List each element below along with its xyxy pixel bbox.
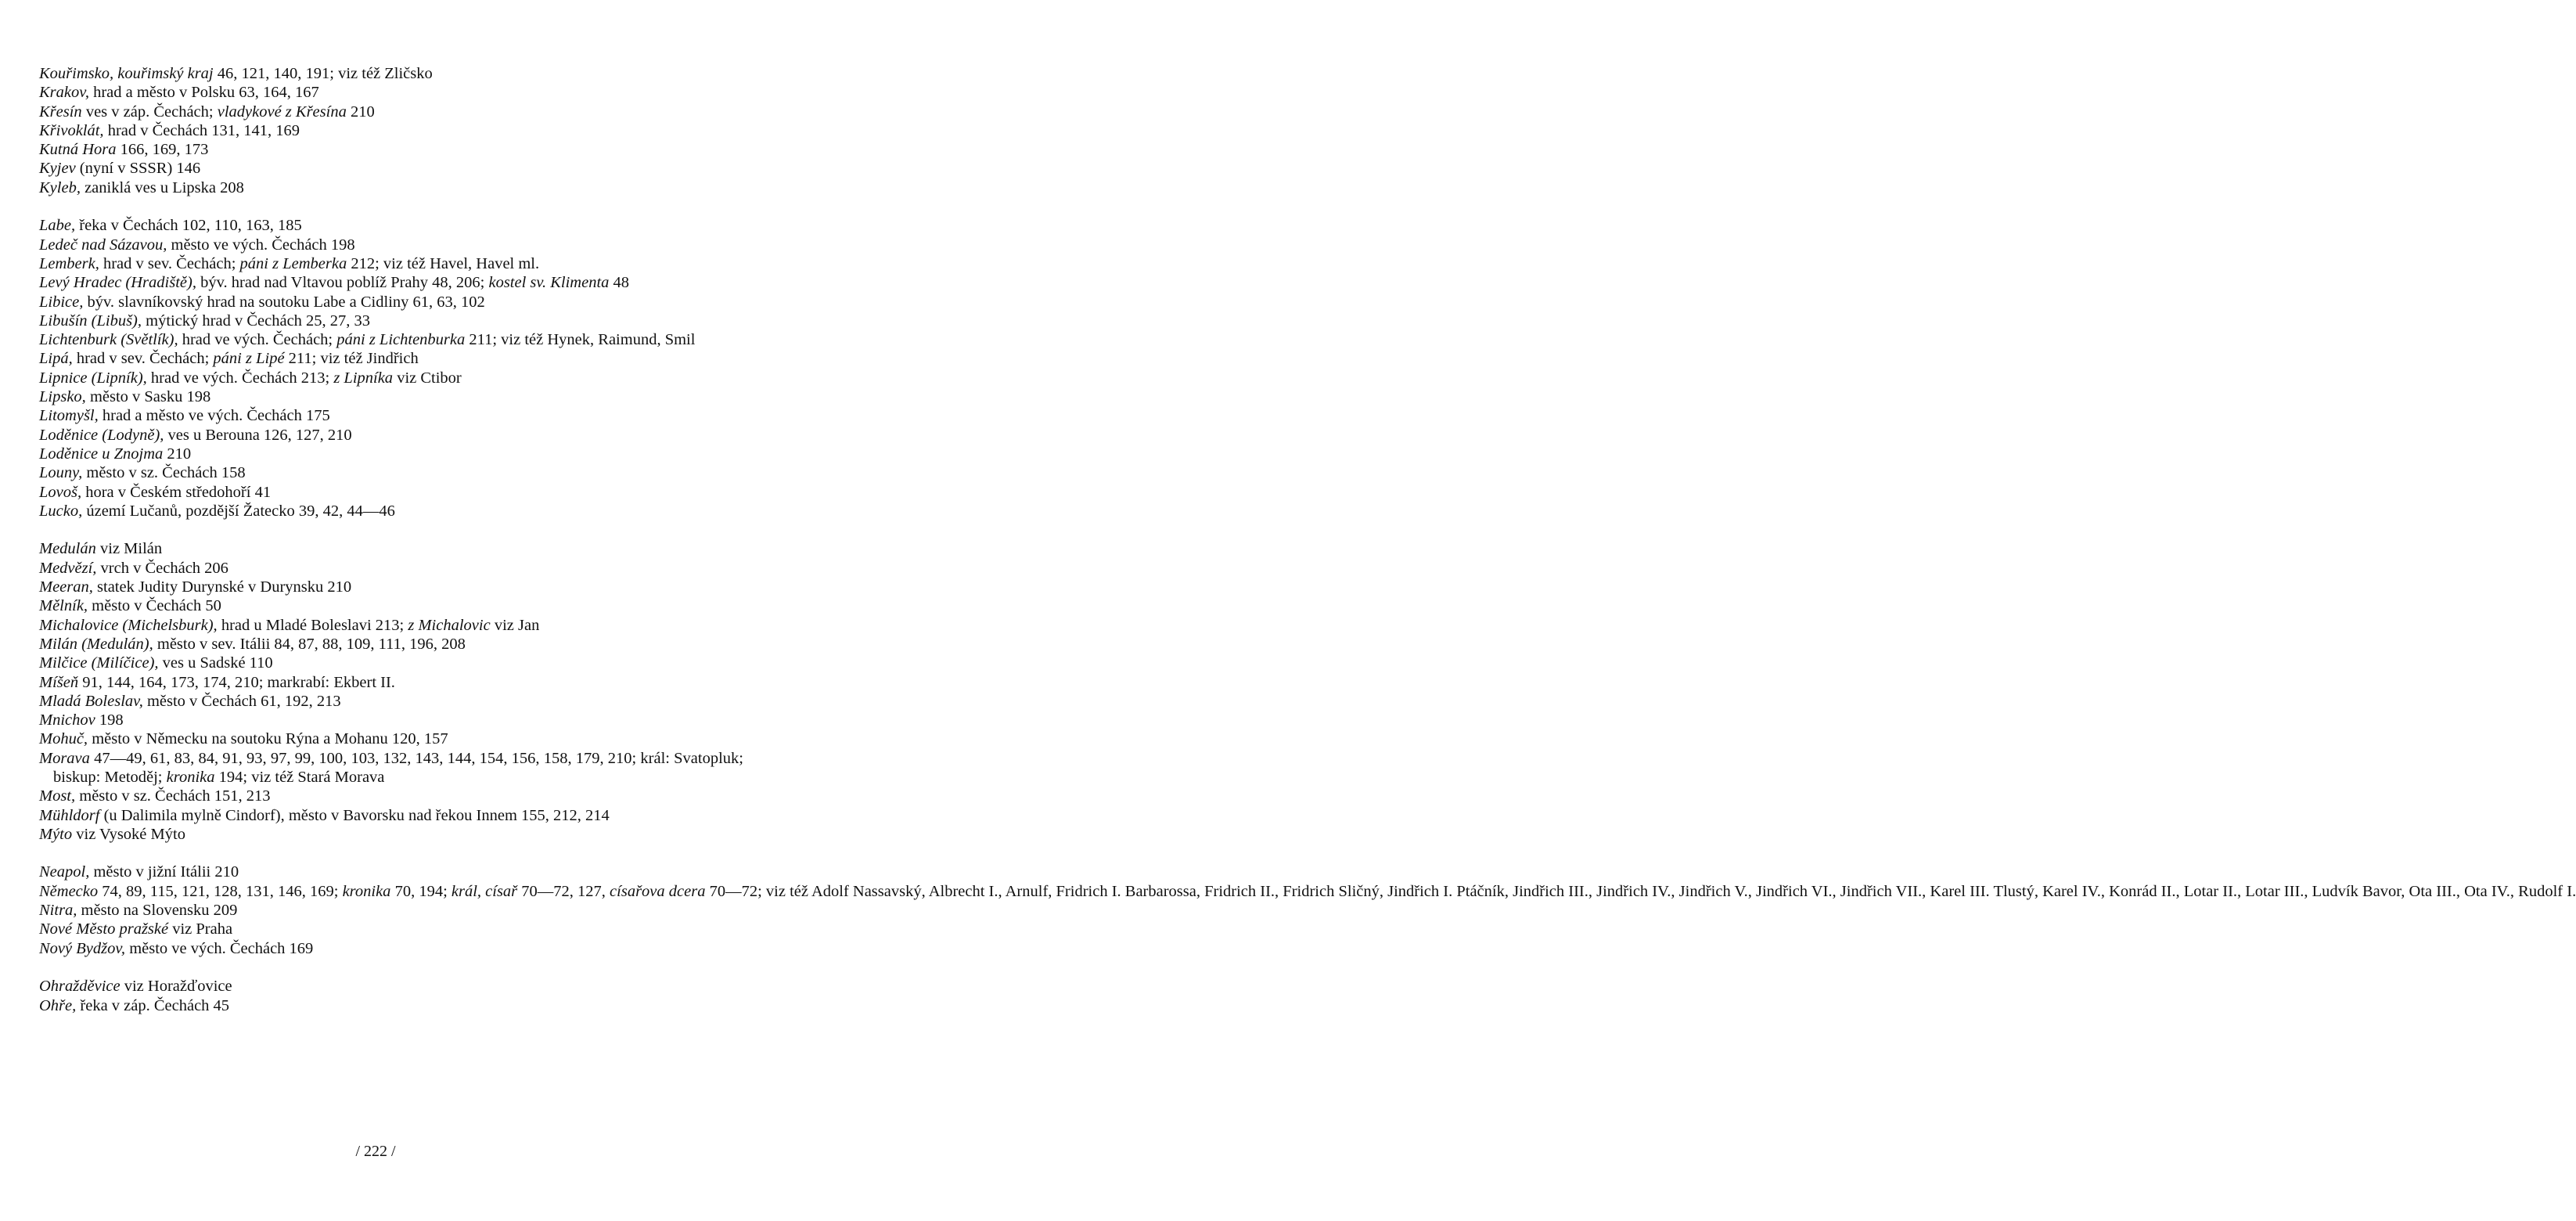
entry-term: Německo [39,882,99,900]
entry-term: Mohuč, [39,730,88,748]
index-entry [39,654,743,672]
entry-term: Krakov, [39,84,89,102]
entry-text: řeka v záp. Čechách 45 [76,996,230,1014]
entry-text: území Lučanů, pozdější Žatecko 39, 42, 44—46 [82,502,395,520]
entry-term: Ledeč nad Sázavou, [39,236,167,254]
index-entry [39,920,743,938]
entry-term: Labe, [39,217,76,235]
entry-text: 70—72, 127, [517,882,610,900]
index-entry [39,673,743,692]
entry-text: řeka v Čechách 102, 110, 163, 185 [75,217,302,235]
entry-term: Mělník, [39,597,88,615]
entry-term: Křesín [39,103,82,121]
index-entry [39,578,743,596]
entry-text: 70—72; viz též Adolf Nassavský, Albrecht I., Arnulf, Fridrich I. Barbarossa, Fridrich II., Fridrich Sličný, Jindřich I. Ptáčník, Jindřich III., Jindřich IV., Jindřich V., Jindřich VI., Jindřich VII., Karel III. Tlustý, Karel IV., Konrád II., Lotar II., Lotar III., Ludvík Bavor, Ota III., Ota IV., Rudolf I. [705,882,2576,900]
entry-text: viz Milán [95,540,163,558]
entry-term: Kyjev [39,160,76,178]
entry-text: mýtický hrad v Čechách 25, 27, 33 [142,312,371,330]
entry-term: Kutná Hora [39,141,117,159]
entry-term: Morava [39,749,90,767]
entry-text: město ve vých. Čechách 198 [167,236,355,254]
entry-text: statek Judity Durynské v Durynsku 210 [92,578,352,596]
index-entry [39,596,743,615]
entry-term: Mühldorf [39,806,100,824]
index-entry [39,445,743,463]
page-number: / 222 / [355,1143,396,1160]
index-entry [39,463,743,482]
index-entry [39,159,743,178]
entry-text: hrad v sev. Čechách; [72,350,214,368]
index-entry [39,273,743,292]
entry-text: 210 [346,103,375,121]
entry-term: Lipsko, [39,388,86,406]
entry-term: kronika [342,882,391,900]
entry-term: páni z Lemberka [239,254,347,272]
entry-term: císařova dcera [610,882,706,900]
entry-text: 198 [95,711,124,729]
entry-text: hrad ve vých. Čechách; [178,331,337,349]
entry-term: páni z Lipé [213,350,285,368]
index-entry [39,729,743,748]
entry-term: Nové Město pražské [39,920,169,938]
entry-text: město v sz. Čechách 158 [82,464,246,482]
entry-text: viz Praha [168,920,233,938]
entry-term: Křivoklát, [39,121,104,139]
index-entry [39,312,743,330]
index-entry [39,178,743,197]
entry-text: 47—49, 61, 83, 84, 91, 93, 97, 99, 100, 103, 132, 143, 144, 154, 156, 158, 179, 210; král: Svatopluk; biskup: Metoděj; [53,749,743,786]
entry-term: kronika [166,768,215,786]
index-entry [39,616,743,635]
entry-text: 70, 194; [390,882,452,900]
entry-term: páni z Lichtenburka [336,331,466,349]
entry-text: město v Německu na soutoku Rýna a Mohanu 120, 157 [88,730,448,748]
entry-term: Meeran, [39,578,93,596]
index-entry [39,559,743,578]
entry-text: viz Ctibor [393,369,462,387]
entry-text: 211; viz též Hynek, Raimund, Smil [465,331,696,349]
entry-text: ves u Sadské 110 [158,654,273,672]
entry-term: vladykové z Křesína [217,103,347,121]
entry-term: Lichtenburk (Světlík), [39,331,178,349]
entry-term: Libice, [39,293,84,311]
entry-text: město v sz. Čechách 151, 213 [75,787,271,805]
index-entry [39,635,743,654]
index-entry [39,140,743,159]
entry-text: hrad v sev. Čechách; [99,254,240,272]
entry-term: Kyleb, [39,178,81,196]
index-entry [39,483,743,502]
entry-text: býv. hrad nad Vltavou poblíž Prahy 48, 206; [196,274,489,292]
entry-text: hrad a město ve vých. Čechách 175 [98,407,330,425]
index-entry [39,863,743,881]
index-entry [39,236,743,254]
entry-term: Lemberk, [39,254,99,272]
entry-term: Litomyšl, [39,407,99,425]
entry-text: viz Horažďovice [120,978,232,996]
entry-text: vrch v Čechách 206 [96,559,228,577]
entry-text: ves u Berouna 126, 127, 210 [164,426,352,444]
index-entry [39,539,743,558]
index-entry [39,806,743,825]
entry-term: Medvězí, [39,559,97,577]
index-entry [39,406,743,425]
entry-term: král, císař [451,882,518,900]
entry-text: 74, 89, 115, 121, 128, 131, 146, 169; [98,882,343,900]
entry-text: býv. slavníkovský hrad na soutoku Labe a Cidliny 61, 63, 102 [83,293,485,311]
section-gap [39,844,743,863]
index-entry [39,502,743,520]
entry-text: 91, 144, 164, 173, 174, 210; markrabí: Ekbert II. [78,673,395,691]
index-entry [39,330,743,349]
entry-text: město v jižní Itálii 210 [89,863,239,881]
entry-term: Loděnice (Lodyně), [39,426,164,444]
entry-text: viz Vysoké Mýto [72,825,185,843]
entry-term: Mladá Boleslav, [39,692,143,710]
index-column [39,64,2576,1015]
index-entry [39,369,743,387]
entry-text: 194; viz též Stará Morava [214,768,385,786]
entry-term: z Michalovic [408,616,491,634]
entry-term: Milčice (Milíčice), [39,654,159,672]
index-entry [39,64,743,83]
entry-term: Ohře, [39,996,77,1014]
index-entry [39,711,743,729]
entry-term: Mnichov [39,711,95,729]
entry-term: Louny, [39,464,83,482]
entry-term: Nový Bydžov, [39,939,126,957]
entry-text: hrad a město v Polsku 63, 164, 167 [88,84,319,102]
entry-text: 166, 169, 173 [116,141,209,159]
index-entry [39,103,743,121]
section-gap [39,197,743,216]
entry-text: město v Čechách 61, 192, 213 [142,692,341,710]
entry-text: (nyní v SSSR) 146 [75,160,201,178]
index-entry [39,901,743,920]
entry-text: 46, 121, 140, 191; viz též Zličsko [213,65,433,82]
entry-text: hrad u Mladé Boleslavi 213; [217,616,408,634]
entry-term: Lipá, [39,350,73,368]
entry-text: město na Slovensku 209 [77,902,238,920]
index-entry [39,254,743,273]
entry-term: Lovoš, [39,483,82,501]
entry-term: Libušín (Libuš), [39,312,142,330]
index-entry [39,216,743,235]
entry-term: Ohražděvice [39,978,121,996]
entry-text: 212; viz též Havel, Havel ml. [347,254,540,272]
index-entry [39,749,743,787]
section-gap [39,958,743,977]
entry-text: město v Čechách 50 [88,597,221,615]
entry-text: (u Dalimila mylně Cindorf), město v Bavorsku nad řekou Innem 155, 212, 214 [99,806,610,824]
entry-term: Lipnice (Lipník), [39,369,147,387]
index-entry [39,293,743,312]
entry-text: město ve vých. Čechách 169 [125,939,314,957]
entry-term: z Lipníka [333,369,394,387]
entry-term: Nitra, [39,902,77,920]
entry-term: Loděnice u Znojma [39,445,164,463]
entry-text: 48 [609,274,630,292]
index-entry [39,996,743,1015]
entry-text: město v sev. Itálii 84, 87, 88, 109, 111, 196, 208 [153,635,466,653]
entry-text: zaniklá ves u Lipska 208 [80,178,244,196]
entry-text: 211; viz též Jindřich [284,350,419,368]
index-entry [39,349,743,368]
index-entry [39,121,743,140]
index-entry [39,882,2576,901]
entry-text: hrad v Čechách 131, 141, 169 [103,121,300,139]
entry-term: Mýto [39,825,73,843]
entry-term: Lucko, [39,502,83,520]
entry-text: město v Sasku 198 [85,388,211,406]
entry-term: Neapol, [39,863,90,881]
entry-text: ves v záp. Čechách; [81,103,218,121]
entry-term: Most, [39,787,76,805]
entry-text: viz Jan [490,616,540,634]
entry-text: hrad ve vých. Čechách 213; [146,369,334,387]
index-entry [39,426,743,445]
entry-text: 210 [163,445,192,463]
index-entry [39,939,743,958]
entry-term: kostel sv. Klimenta [488,274,610,292]
entry-text: hora v Českém středohoří 41 [81,483,272,501]
index-entry [39,692,743,711]
index-entry [39,977,743,996]
section-gap [39,520,743,539]
entry-term: Milán (Medulán), [39,635,153,653]
index-entry [39,825,743,844]
entry-term: Medulán [39,540,96,558]
entry-term: Michalovice (Michelsburk), [39,616,218,634]
entry-term: Kouřimsko, kouřimský kraj [39,65,214,82]
entry-term: Levý Hradec (Hradiště), [39,274,196,292]
entry-term: Míšeň [39,673,79,691]
index-entry [39,83,743,102]
index-entry [39,787,743,805]
index-entry [39,387,743,406]
